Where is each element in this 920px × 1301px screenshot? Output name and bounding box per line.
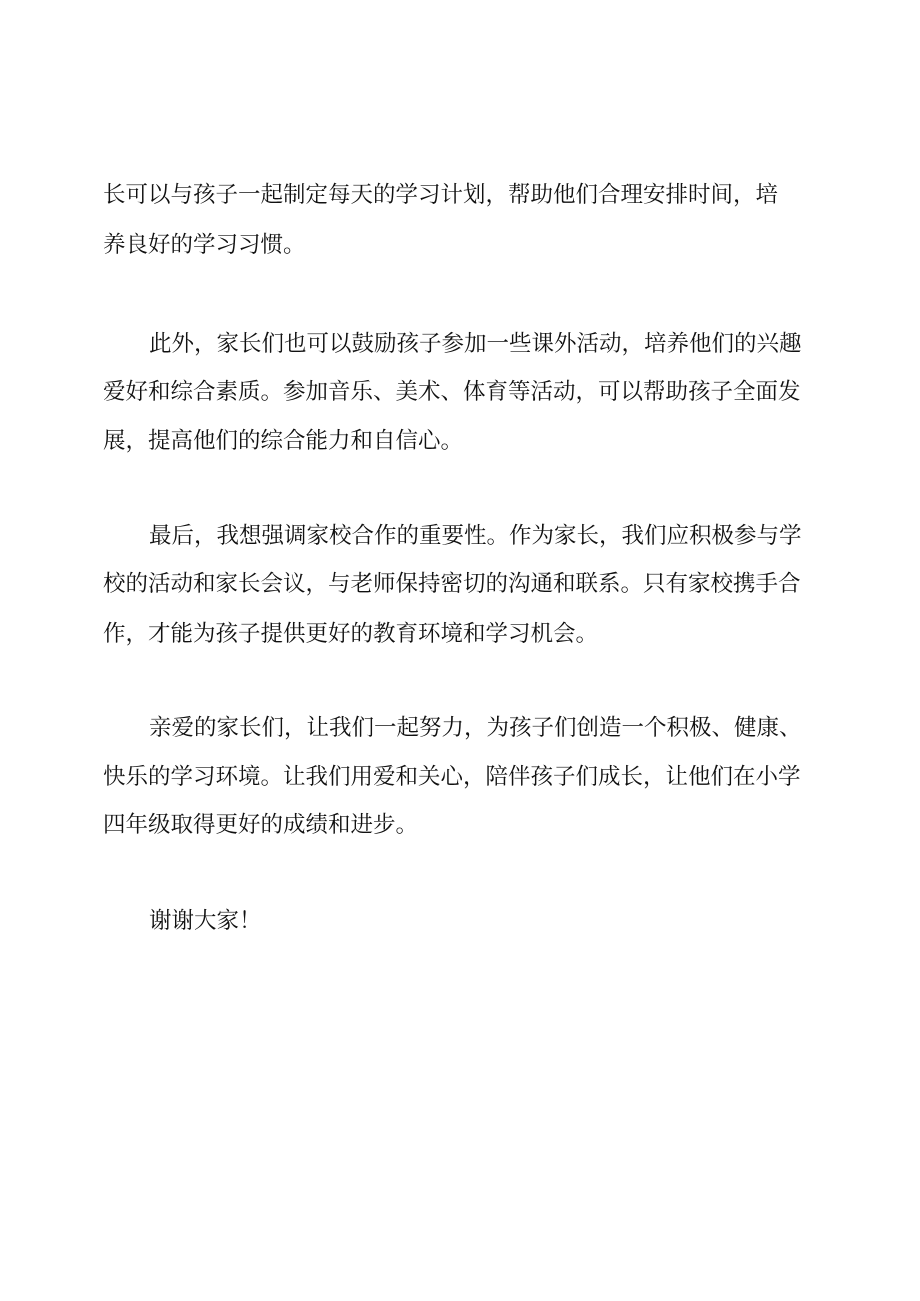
text-line: 快乐的学习环境。让我们用爱和关心，陪伴孩子们成长，让他们在小学 <box>103 764 801 790</box>
text-line: 此外，家长们也可以鼓励孩子参加一些课外活动，培养他们的兴趣 <box>149 331 802 357</box>
text-line: 作，才能为孩子提供更好的教育环境和学习机会。 <box>103 621 599 647</box>
text-line: 亲爱的家长们，让我们一起努力，为孩子们创造一个积极、健康、 <box>149 715 802 741</box>
text-line: 养良好的学习习惯。 <box>103 232 306 258</box>
text-line: 四年级取得更好的成绩和进步。 <box>103 812 419 838</box>
text-line: 长可以与孩子一起制定每天的学习计划，帮助他们合理安排时间，培 <box>103 182 779 208</box>
text-line: 谢谢大家！ <box>149 908 262 934</box>
text-line: 校的活动和家长会议，与老师保持密切的沟通和联系。只有家校携手合 <box>103 571 801 597</box>
text-line: 最后，我想强调家校合作的重要性。作为家长，我们应积极参与学 <box>149 523 802 549</box>
text-line: 展，提高他们的综合能力和自信心。 <box>103 428 464 454</box>
text-line: 爱好和综合素质。参加音乐、美术、体育等活动，可以帮助孩子全面发 <box>103 379 801 405</box>
